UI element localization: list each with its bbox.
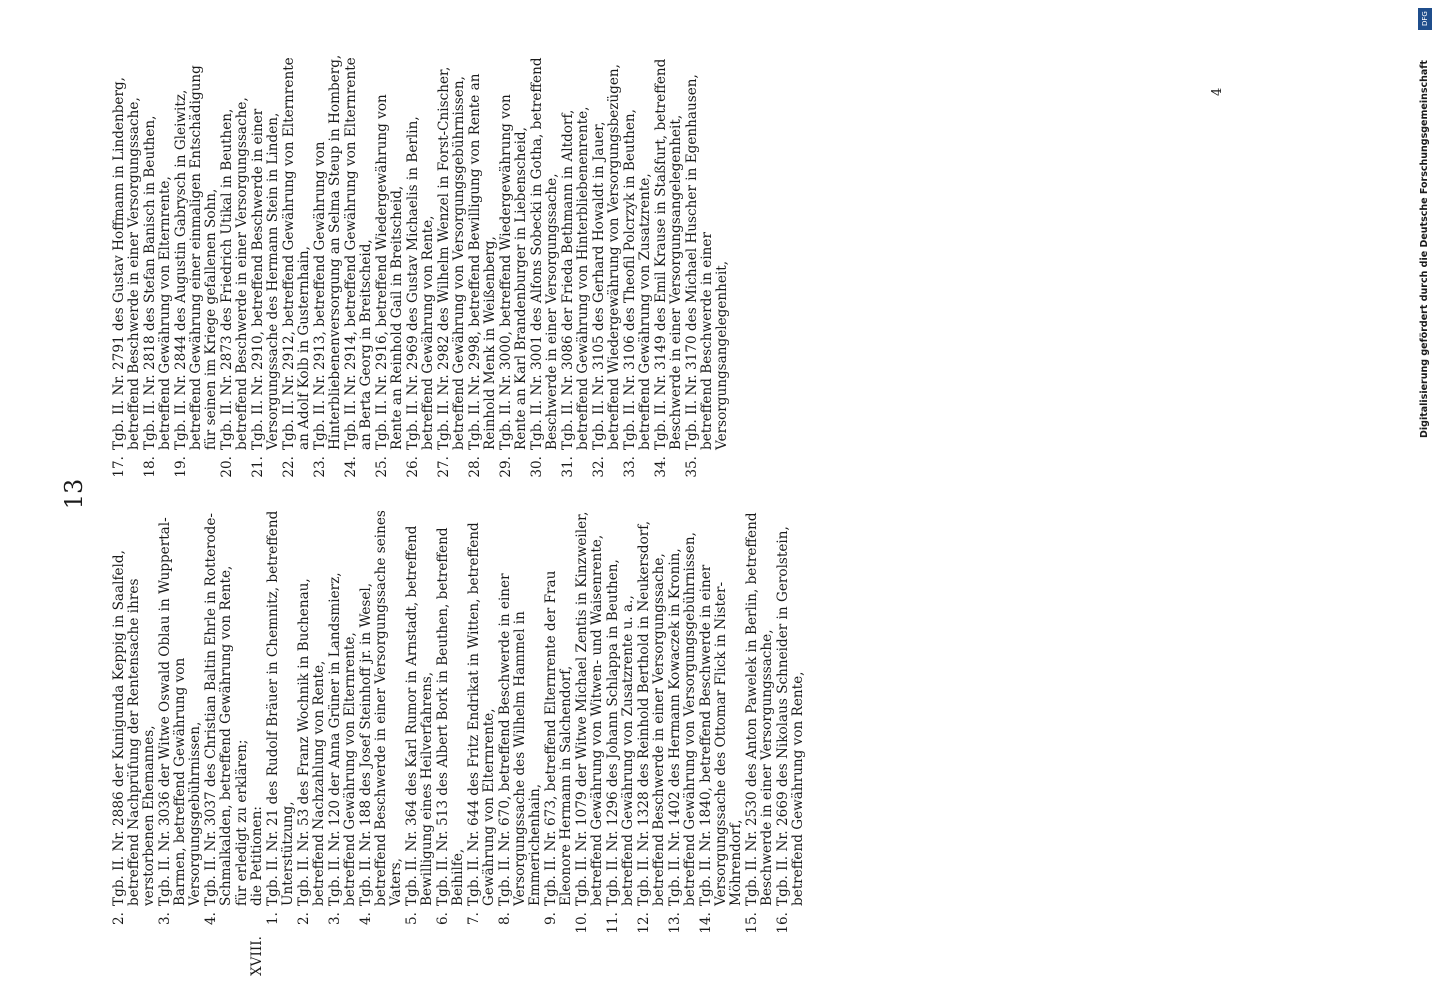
item-number: 9. — [543, 912, 559, 925]
item-text: Tgb. II. Nr. 2969 des Gustav Michaelis in Berlin, betreffend Gewährung von Rente, — [405, 116, 436, 450]
item-number: 31. — [560, 456, 576, 478]
item-text: Tgb. II. Nr. 3149 des Emil Krause in Staßfurt, betreffend Beschwerde in einer Versorgungsangelegenheit, — [653, 58, 684, 450]
section-heading — [249, 508, 265, 976]
item-number: 17. — [111, 456, 127, 478]
item-number: 4. — [358, 912, 374, 925]
item-number: 13. — [667, 912, 683, 934]
item-text: Tgb. II. Nr. 2998, betreffend Bewilligung von Rente an Reinhold Menk in Weißenberg, — [467, 73, 498, 450]
item-text: Tgb. II. Nr. 3170 des Michael Huscher in Egenhausen, betreffend Beschwerde in einer Versorgungsangelegenheit, — [684, 74, 730, 450]
item-text: Tgb. II. Nr. 53 des Franz Wochnik in Buchenau, betreffend Nachzahlung von Rente, — [296, 578, 327, 906]
item-number: 24. — [343, 456, 359, 478]
item-number: 18. — [142, 456, 158, 478]
right-column — [112, 52, 731, 480]
item-number: 14. — [698, 912, 714, 934]
item-number: 4. — [203, 912, 219, 925]
item-number: 34. — [653, 456, 669, 478]
item-number: 21. — [250, 456, 266, 478]
list-item — [344, 52, 374, 480]
item-text: Tgb. II. Nr. 673, betreffend Elternrente der Frau Eleonore Hermann in Salchendorf, — [543, 570, 574, 906]
item-number: 20. — [219, 456, 235, 478]
closing-line: für erledigt zu erklären; — [234, 739, 250, 906]
list-item — [437, 52, 467, 480]
item-number: 12. — [636, 912, 652, 934]
item-text: Tgb. II. Nr. 3105 des Gerhard Howaldt in Jauer, betreffend Wiedergewährung von Versorgungsbezügen, — [591, 64, 622, 450]
item-text: Tgb. II. Nr. 1328 des Reinhold Berthold in Neukersdorf, betreffend Beschwerde in einer Versorgungssache, — [636, 520, 667, 906]
item-number: 6. — [435, 912, 451, 925]
list-item — [592, 52, 622, 480]
list-item — [143, 52, 173, 480]
list-item — [112, 508, 157, 936]
item-number: 11. — [605, 912, 621, 934]
list-item — [158, 508, 203, 936]
right-items — [112, 52, 730, 480]
list-item — [745, 508, 775, 936]
item-text: Tgb. II. Nr. 2982 des Wilhelm Wenzel in Forst-Cnischer, betreffend Gewährung von Versorgungsgebührnissen, — [436, 66, 467, 450]
list-item — [499, 52, 529, 480]
list-item — [544, 508, 574, 936]
item-number: 25. — [374, 456, 390, 478]
sidebar-credit — [1418, 0, 1434, 1000]
list-item — [297, 508, 327, 936]
left-items — [112, 508, 234, 936]
list-item — [498, 508, 543, 936]
item-text: Tgb. II. Nr. 1402 des Hermann Kowaczek in Kronin, betreffend Gewährung von Versorgungsgebührnissen, — [667, 532, 698, 906]
item-number: 10. — [574, 912, 590, 934]
item-text: Tgb. II. Nr. 2844 des Augustin Gabrysch in Gleiwitz, betreffend Gewährung einer einmaligen Entschädigung für seinen im Kriege gefallenen Sohn, — [173, 65, 219, 450]
list-item — [266, 508, 296, 936]
item-text: Tgb. II. Nr. 3086 der Frieda Bethmann in Altdorf, betreffend Gewährung von Hinterbliebenenrente, — [560, 106, 591, 450]
section-title: die Petitionen: — [249, 806, 265, 906]
item-text: Tgb. II. Nr. 3106 des Theofil Polcrzyk in Beuthen, betreffend Gewährung von Zusatzrente, — [622, 109, 653, 450]
item-text: Tgb. II. Nr. 2913, betreffend Gewährung von Hinterbliebenenversorgung an Selma Steup in Homberg, — [312, 54, 343, 450]
list-item — [776, 508, 806, 936]
list-item — [623, 52, 653, 480]
list-item — [654, 52, 684, 480]
item-text: Tgb. II. Nr. 3037 des Christian Baltin Ehrle in Rotterode-Schmalkalden, betreffend Gewährung von Rente, — [203, 512, 234, 906]
item-number: 29. — [498, 456, 514, 478]
list-item — [406, 52, 436, 480]
item-text: Tgb. II. Nr. 2818 des Stefan Banisch in Beuthen, betreffend Gewährung von Elternrente, — [142, 115, 173, 450]
list-item — [359, 508, 404, 936]
item-number: 27. — [436, 456, 452, 478]
list-item — [112, 52, 142, 480]
item-text: Tgb. II. Nr. 120 der Anna Grüner in Landsmierz, betreffend Gewährung von Elternrente, — [327, 572, 358, 906]
list-item — [405, 508, 435, 936]
item-text: Tgb. II. Nr. 188 des Josef Steinhoff jr. in Wesel, betreffend Beschwerde in einer Versorgungssache seines Vaters, — [358, 510, 404, 906]
item-number: 32. — [591, 456, 607, 478]
list-item — [467, 508, 497, 936]
list-item — [637, 508, 667, 936]
left-column — [111, 508, 807, 976]
list-item — [220, 52, 250, 480]
funding-credit: Digitalisierung gefördert durch die Deutsche Forschungsgemeinschaft — [1419, 60, 1430, 438]
item-text: Tgb. II. Nr. 2886 der Kunigunda Keppig in Saalfeld, betreffend Nachprüfung der Rentensache ihres verstorbenen Ehemannes, — [111, 550, 157, 906]
item-number: 22. — [281, 456, 297, 478]
item-number: 8. — [497, 912, 513, 925]
list-item — [530, 52, 560, 480]
item-text: Tgb. II. Nr. 1296 des Johann Schlappa in Beuthen, betreffend Gewährung von Zusatzrente u. a., — [605, 559, 636, 906]
item-text: Tgb. II. Nr. 2912, betreffend Gewährung von Elternrente an Adolf Kolb in Gusternhain, — [281, 57, 312, 450]
list-item — [468, 52, 498, 480]
item-text: Tgb. II. Nr. 2914, betreffend Gewährung von Elternrente an Berta Georg in Breitscheid, — [343, 57, 374, 450]
item-text: Tgb. II. Nr. 513 des Albert Bork in Beuthen, betreffend Beihilfe, — [435, 527, 466, 906]
list-item — [313, 52, 343, 480]
list-item — [204, 508, 234, 936]
list-item — [575, 508, 605, 936]
item-number: 7. — [466, 912, 482, 925]
item-number: 23. — [312, 456, 328, 478]
item-text: Tgb. II. Nr. 3001 des Alfons Sobecki in Gotha, betreffend Beschwerde in einer Versorgungssache, — [529, 57, 560, 450]
item-number: 26. — [405, 456, 421, 478]
item-text: Tgb. II. Nr. 3036 der Witwe Oswald Oblau in Wuppertal-Barmen, betreffend Gewährung von Versorgungsgebührnissen, — [157, 517, 203, 906]
item-text: Tgb. II. Nr. 2669 des Nikolaus Schneider in Gerolstein, betreffend Gewährung von Rente, — [775, 526, 806, 906]
page-number: 13 — [60, 478, 88, 510]
list-item — [282, 52, 312, 480]
list-item — [685, 52, 730, 480]
item-number: 30. — [529, 456, 545, 478]
petition-list — [266, 508, 806, 936]
list-item — [375, 52, 405, 480]
list-item — [174, 52, 219, 480]
item-text: Tgb. II. Nr. 2916, betreffend Wiedergewährung von Rente an Reinhold Gail in Breitscheid, — [374, 94, 405, 450]
item-text: Tgb. II. Nr. 2910, betreffend Beschwerde in einer Versorgungssache des Hermann Stein in Linden, — [250, 108, 281, 450]
item-text: Tgb. II. Nr. 1079 der Witwe Michael Zentis in Kinzweiler, betreffend Gewährung von Witwen- und Waisenrente, — [574, 511, 605, 906]
item-number: 3. — [157, 912, 173, 925]
item-number: 5. — [404, 912, 420, 925]
item-text: Tgb. II. Nr. 2873 des Friedrich Utikal in Beuthen, betreffend Beschwerde in einer Versorgungssache, — [219, 97, 250, 450]
item-text: Tgb. II. Nr. 2530 des Anton Pawelek in Berlin, betreffend Beschwerde in einer Versorgungssache, — [744, 512, 775, 906]
item-number: 15. — [744, 912, 760, 934]
item-number: 28. — [467, 456, 483, 478]
item-number: 2. — [296, 912, 312, 925]
dfg-logo: DFG — [1418, 8, 1432, 30]
section-roman: XVIII. — [249, 936, 265, 976]
item-number: 2. — [111, 912, 127, 925]
list-item — [251, 52, 281, 480]
item-number: 35. — [684, 456, 700, 478]
item-text: Tgb. II. Nr. 2791 des Gustav Hoffmann in Lindenberg, betreffend Beschwerde in einer Versorgungssache, — [111, 77, 142, 450]
signature-mark: 4 — [1210, 87, 1225, 96]
list-item — [561, 52, 591, 480]
list-item — [668, 508, 698, 936]
item-text: Tgb. II. Nr. 1840, betreffend Beschwerde in einer Versorgungssache des Ottomar Flick in Nister-Möhrendorf, — [698, 564, 744, 906]
list-item — [699, 508, 744, 936]
item-text: Tgb. II. Nr. 3000, betreffend Wiedergewährung von Rente an Karl Brandenburger in Liebenscheid, — [498, 94, 529, 450]
item-text: Tgb. II. Nr. 364 des Karl Rumor in Arnstadt, betreffend Bewilligung eines Heilverfahrens, — [404, 525, 435, 906]
item-text: Tgb. II. Nr. 644 des Fritz Endrikat in Witten, betreffend Gewährung von Elternrente, — [466, 522, 497, 906]
list-item — [436, 508, 466, 936]
list-item — [606, 508, 636, 936]
item-number: 33. — [622, 456, 638, 478]
list-item — [328, 508, 358, 936]
item-number: 3. — [327, 912, 343, 925]
item-number: 19. — [173, 456, 189, 478]
item-number: 1. — [265, 912, 281, 925]
item-text: Tgb. II. Nr. 21 des Rudolf Bräuer in Chemnitz, betreffend Unterstützung, — [265, 510, 296, 906]
item-text: Tgb. II. Nr. 670, betreffend Beschwerde in einer Versorgungssache des Wilhelm Hammel in Emmerichenhain, — [497, 573, 543, 906]
item-number: 16. — [775, 912, 791, 934]
